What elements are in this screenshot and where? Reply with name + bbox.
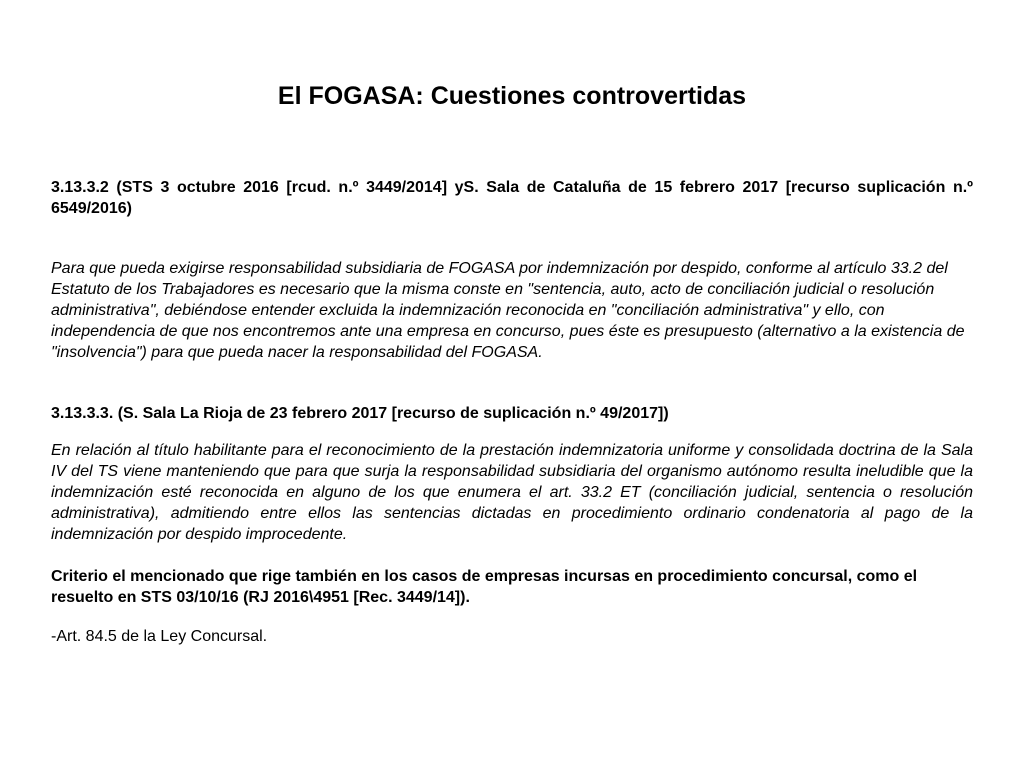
section-1-heading: 3.13.3.2 (STS 3 octubre 2016 [rcud. n.º 3449/2014] yS. Sala de Cataluña de 15 febrero 2017 [recurso suplicación n.º 6549/2016) xyxy=(51,179,973,217)
page-title: El FOGASA: Cuestiones controvertidas xyxy=(277,82,747,110)
section-1-body: Para que pueda exigirse responsabilidad subsidiaria de FOGASA por indemnización por despido, conforme al artículo 33.2 del Estatuto de los Trabajadores es necesario que la misma conste en "sentencia, auto, acto de conciliación judicial o resolución administrativa", debiéndose entender excluida la indemnización reconocida en "conciliación administrativa" y ello, con independencia de que nos encontremos ante una empresa en concurso, pues éste es presupuesto (alternativo a la existencia de "insolvencia") para que pueda nacer la responsabilidad del FOGASA. xyxy=(51,260,965,361)
article-reference: -Art. 84.5 de la Ley Concursal. xyxy=(51,628,268,645)
criterio-paragraph: Criterio el mencionado que rige también en los casos de empresas incursas en procedimiento concursal, como el resuelto en STS 03/10/16 (RJ 2016\4951 [Rec. 3449/14]). xyxy=(51,568,918,606)
section-2-body: En relación al título habilitante para el reconocimiento de la prestación indemnizatoria uniforme y consolidada doctrina de la Sala IV del TS viene manteniendo que para que surja la responsabilidad subsidiaria del organismo autónomo resulta ineludible que la indemnización esté reconocida en alguno de los que enumera el art. 33.2 ET (conciliación judicial, sentencia o resolución administrativa), admitiendo entre ellos las sentencias dictadas en procedimiento ordinario condenatoria al pago de la indemnización por despido improcedente. xyxy=(51,442,973,543)
section-2-heading: 3.13.3.3. (S. Sala La Rioja de 23 febrero 2017 [recurso de suplicación n.º 49/2017]) xyxy=(51,405,669,422)
